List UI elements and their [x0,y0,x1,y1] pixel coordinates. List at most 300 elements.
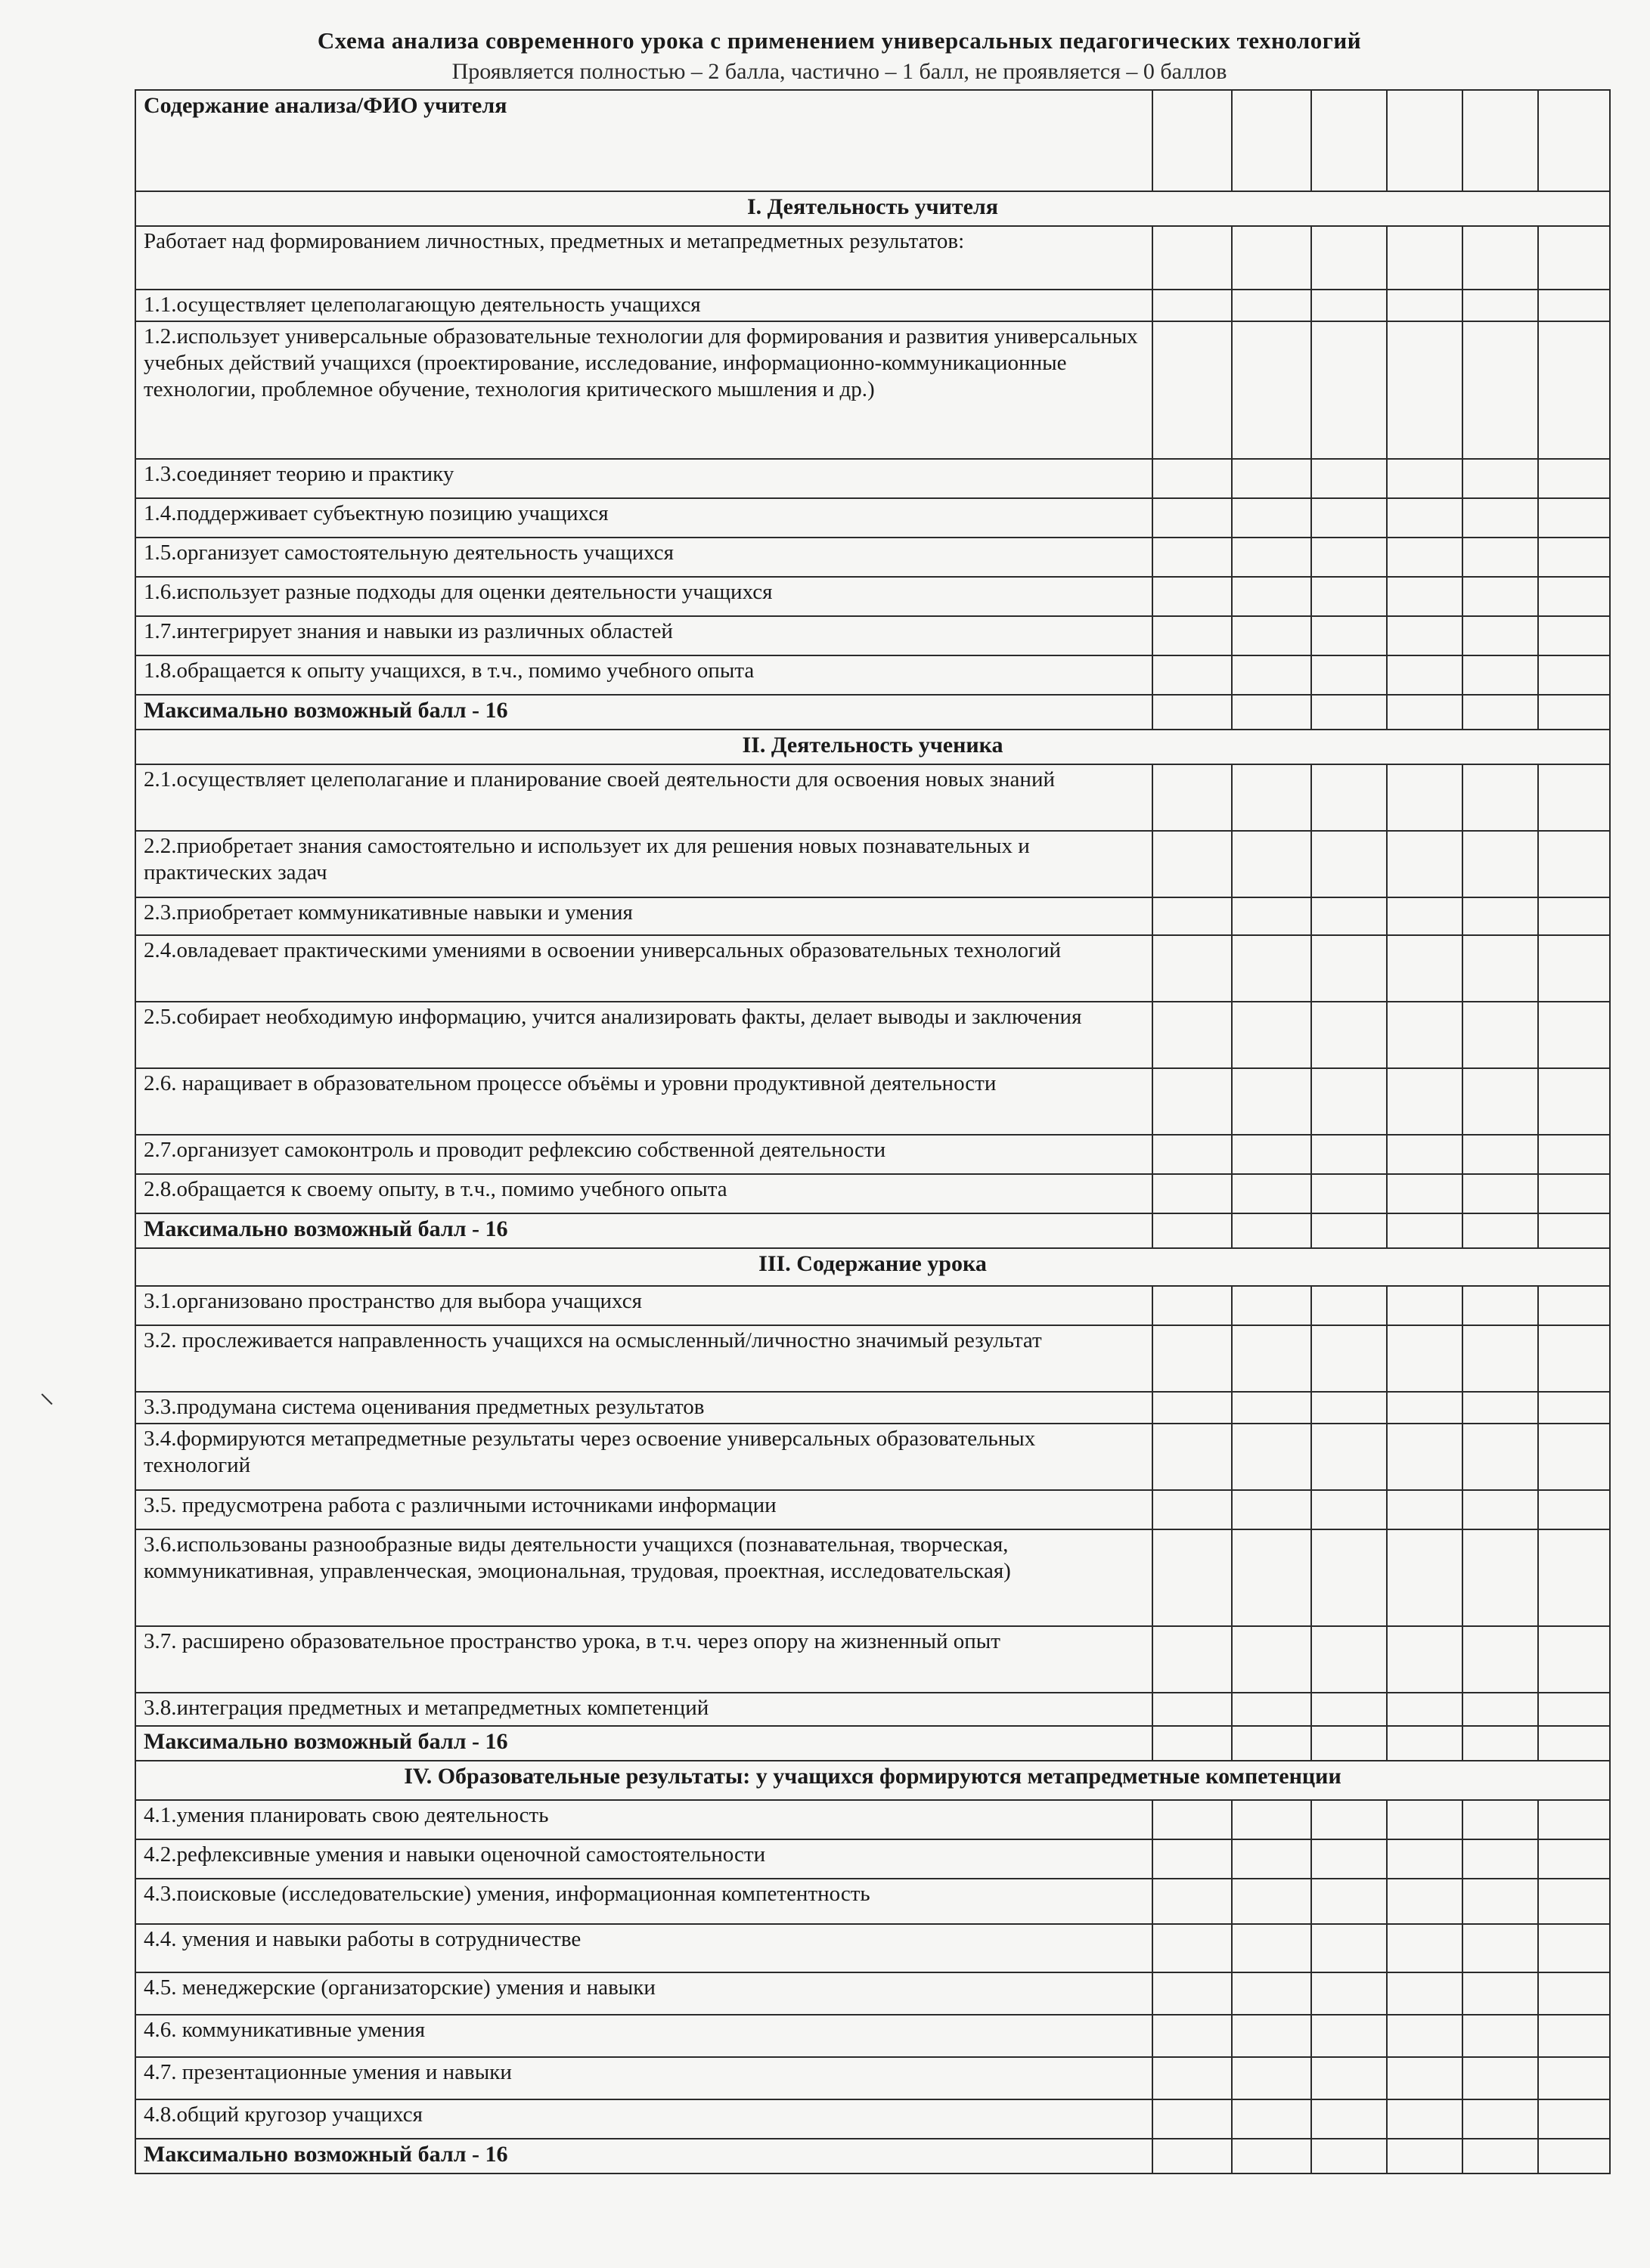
criterion-score-cell[interactable] [1232,1800,1311,1839]
criterion-score-cell[interactable] [1232,1135,1311,1174]
teacher-column[interactable] [1462,90,1538,191]
section-row [135,1761,1610,1800]
criterion-score-cell[interactable] [1387,321,1462,459]
criterion-score-cell[interactable] [1462,226,1538,290]
max-score-label: Максимально возможный балл - 16 [135,1726,1152,1761]
criterion-score-cell[interactable] [1232,1529,1311,1626]
criterion-row [135,1424,1610,1490]
criterion-score-cell[interactable] [1387,764,1462,831]
criterion-score-cell[interactable] [1232,897,1311,935]
teacher-column[interactable] [1311,90,1387,191]
criterion-score-cell[interactable] [1387,2057,1462,2099]
criterion-row [135,498,1610,538]
max-score-row [135,1213,1610,1248]
criterion-score-cell[interactable] [1462,1839,1538,1879]
criterion-text: 3.6.использованы разнообразные виды деятельности учащихся (познавательная, творческая, коммуникативная, управленческая, эмоциональная, трудовая, проектная, исследовательская) [135,1529,1152,1626]
criterion-score-cell[interactable] [1538,1002,1610,1068]
criterion-text: 1.7.интегрирует знания и навыки из различных областей [135,616,1152,655]
criterion-score-cell[interactable] [1232,764,1311,831]
criterion-score-cell[interactable] [1387,1135,1462,1174]
max-score-cell[interactable] [1387,1726,1462,1761]
criterion-score-cell[interactable] [1538,1529,1610,1626]
criterion-score-cell[interactable] [1232,616,1311,655]
max-score-cell[interactable] [1232,2139,1311,2174]
criterion-score-cell[interactable] [1538,831,1610,897]
criterion-score-cell[interactable] [1538,1800,1610,1839]
criterion-score-cell[interactable] [1538,538,1610,577]
criterion-score-cell[interactable] [1462,1800,1538,1839]
criterion-score-cell[interactable] [1152,1839,1232,1879]
criterion-score-cell[interactable] [1311,1626,1387,1693]
criterion-score-cell[interactable] [1152,831,1232,897]
criterion-text: 1.6.использует разные подходы для оценки деятельности учащихся [135,577,1152,616]
criterion-text: 1.3.соединяет теорию и практику [135,459,1152,498]
criterion-text: 3.8.интеграция предметных и метапредметных компетенций [135,1693,1152,1726]
criterion-score-cell[interactable] [1387,1529,1462,1626]
criterion-score-cell[interactable] [1387,897,1462,935]
criterion-row [135,1800,1610,1839]
criterion-score-cell[interactable] [1311,321,1387,459]
criterion-score-cell[interactable] [1232,1002,1311,1068]
criterion-text: 2.8.обращается к своему опыту, в т.ч., помимо учебного опыта [135,1174,1152,1213]
max-score-cell[interactable] [1387,2139,1462,2174]
criterion-score-cell[interactable] [1152,1424,1232,1490]
criterion-score-cell[interactable] [1232,321,1311,459]
criterion-score-cell[interactable] [1152,764,1232,831]
max-score-cell[interactable] [1311,1726,1387,1761]
criterion-text: 1.4.поддерживает субъектную позицию учащихся [135,498,1152,538]
max-score-cell[interactable] [1311,2139,1387,2174]
criterion-row [135,2015,1610,2057]
analysis-table [135,89,1611,2174]
criterion-score-cell[interactable] [1232,1392,1311,1424]
criterion-row [135,1135,1610,1174]
criterion-score-cell[interactable] [1538,1174,1610,1213]
header-row [135,90,1610,191]
max-score-row [135,1726,1610,1761]
criterion-score-cell[interactable] [1232,1924,1311,1972]
criterion-score-cell[interactable] [1232,538,1311,577]
criterion-score-cell[interactable] [1387,2015,1462,2057]
max-score-cell[interactable] [1152,1213,1232,1248]
criterion-score-cell[interactable] [1232,226,1311,290]
criterion-score-cell[interactable] [1538,1972,1610,2015]
max-score-cell[interactable] [1152,2139,1232,2174]
criterion-score-cell[interactable] [1311,1286,1387,1325]
criterion-score-cell[interactable] [1387,935,1462,1002]
criterion-score-cell[interactable] [1152,1626,1232,1693]
criterion-text: 4.3.поисковые (исследовательские) умения, информационная компетентность [135,1879,1152,1924]
criterion-score-cell[interactable] [1152,1800,1232,1839]
criterion-score-cell[interactable] [1232,1972,1311,2015]
criterion-score-cell[interactable] [1152,226,1232,290]
criterion-score-cell[interactable] [1538,2057,1610,2099]
criterion-row [135,935,1610,1002]
teacher-column[interactable] [1232,90,1311,191]
criterion-row [135,226,1610,290]
criterion-score-cell[interactable] [1462,459,1538,498]
criterion-text: 3.4.формируются метапредметные результаты через освоение универсальных образовательных технологий [135,1424,1152,1490]
criterion-score-cell[interactable] [1387,1424,1462,1490]
max-score-label: Максимально возможный балл - 16 [135,695,1152,730]
criterion-score-cell[interactable] [1462,1174,1538,1213]
criterion-score-cell[interactable] [1232,498,1311,538]
section-row [135,1248,1610,1286]
criterion-score-cell[interactable] [1538,1693,1610,1726]
criterion-text: 4.1.умения планировать свою деятельность [135,1800,1152,1839]
criterion-text: 1.5.организует самостоятельную деятельность учащихся [135,538,1152,577]
max-score-cell[interactable] [1538,695,1610,730]
criterion-score-cell[interactable] [1311,1002,1387,1068]
criterion-score-cell[interactable] [1387,1392,1462,1424]
criterion-score-cell[interactable] [1462,1286,1538,1325]
criterion-row [135,1286,1610,1325]
criterion-score-cell[interactable] [1311,1490,1387,1529]
max-score-cell[interactable] [1462,1726,1538,1761]
criterion-score-cell[interactable] [1311,655,1387,695]
criterion-score-cell[interactable] [1462,2099,1538,2139]
criterion-score-cell[interactable] [1462,498,1538,538]
criterion-score-cell[interactable] [1387,1490,1462,1529]
criterion-score-cell[interactable] [1462,1529,1538,1626]
criterion-score-cell[interactable] [1387,459,1462,498]
criterion-score-cell[interactable] [1538,1490,1610,1529]
criterion-score-cell[interactable] [1152,1924,1232,1972]
criterion-score-cell[interactable] [1462,1424,1538,1490]
criterion-score-cell[interactable] [1387,226,1462,290]
criterion-score-cell[interactable] [1538,897,1610,935]
criterion-text: 4.6. коммуникативные умения [135,2015,1152,2057]
criterion-row [135,577,1610,616]
criterion-score-cell[interactable] [1232,1325,1311,1392]
criterion-score-cell[interactable] [1538,935,1610,1002]
criterion-score-cell[interactable] [1311,2057,1387,2099]
criterion-score-cell[interactable] [1387,1002,1462,1068]
criterion-score-cell[interactable] [1538,290,1610,321]
criterion-text: 1.8.обращается к опыту учащихся, в т.ч., помимо учебного опыта [135,655,1152,695]
criterion-score-cell[interactable] [1152,2099,1232,2139]
teacher-column[interactable] [1538,90,1610,191]
criterion-score-cell[interactable] [1152,538,1232,577]
max-score-label: Максимально возможный балл - 16 [135,1213,1152,1248]
criterion-score-cell[interactable] [1232,1490,1311,1529]
section-row [135,191,1610,226]
criterion-score-cell[interactable] [1538,616,1610,655]
section-row [135,730,1610,764]
criterion-score-cell[interactable] [1311,577,1387,616]
criterion-row [135,538,1610,577]
criterion-score-cell[interactable] [1311,538,1387,577]
criterion-score-cell[interactable] [1311,1392,1387,1424]
criterion-score-cell[interactable] [1232,2015,1311,2057]
criterion-score-cell[interactable] [1311,831,1387,897]
criterion-text: 3.3.продумана система оценивания предметных результатов [135,1392,1152,1424]
criterion-score-cell[interactable] [1311,2015,1387,2057]
criterion-score-cell[interactable] [1387,1972,1462,2015]
criterion-score-cell[interactable] [1462,1626,1538,1693]
teacher-column[interactable] [1152,90,1232,191]
criterion-text: 2.6. наращивает в образовательном процессе объёмы и уровни продуктивной деятельности [135,1068,1152,1135]
criterion-score-cell[interactable] [1462,616,1538,655]
criterion-score-cell[interactable] [1232,290,1311,321]
criterion-score-cell[interactable] [1232,1286,1311,1325]
criterion-text: 2.1.осуществляет целеполагание и планирование своей деятельности для освоения новых знаний [135,764,1152,831]
criterion-score-cell[interactable] [1387,290,1462,321]
header-label: Содержание анализа/ФИО учителя [135,90,1152,191]
criterion-score-cell[interactable] [1387,1626,1462,1693]
criterion-score-cell[interactable] [1462,1972,1538,2015]
criterion-score-cell[interactable] [1311,1174,1387,1213]
criterion-row [135,1392,1610,1424]
section-title: II. Деятельность ученика [135,730,1610,764]
criterion-score-cell[interactable] [1462,1068,1538,1135]
criterion-score-cell[interactable] [1311,1068,1387,1135]
criterion-score-cell[interactable] [1152,1174,1232,1213]
criterion-score-cell[interactable] [1462,1325,1538,1392]
criterion-score-cell[interactable] [1462,538,1538,577]
criterion-text: 2.4.овладевает практическими умениями в освоении универсальных образовательных технологий [135,935,1152,1002]
criterion-score-cell[interactable] [1232,1068,1311,1135]
criterion-score-cell[interactable] [1387,616,1462,655]
criterion-score-cell[interactable] [1152,616,1232,655]
criterion-score-cell[interactable] [1311,1424,1387,1490]
criterion-row [135,1490,1610,1529]
max-score-cell[interactable] [1387,1213,1462,1248]
criterion-score-cell[interactable] [1232,1693,1311,1726]
criterion-score-cell[interactable] [1387,1924,1462,1972]
criterion-score-cell[interactable] [1152,1392,1232,1424]
criterion-text: 4.7. презентационные умения и навыки [135,2057,1152,2099]
criterion-score-cell[interactable] [1462,2015,1538,2057]
criterion-score-cell[interactable] [1387,1693,1462,1726]
max-score-cell[interactable] [1538,2139,1610,2174]
criterion-score-cell[interactable] [1232,1424,1311,1490]
criterion-score-cell[interactable] [1311,459,1387,498]
criterion-score-cell[interactable] [1232,1626,1311,1693]
teacher-column[interactable] [1387,90,1462,191]
criterion-score-cell[interactable] [1311,1800,1387,1839]
max-score-cell[interactable] [1152,695,1232,730]
criterion-score-cell[interactable] [1538,1626,1610,1693]
criterion-score-cell[interactable] [1538,1879,1610,1924]
criterion-score-cell[interactable] [1462,2057,1538,2099]
criterion-score-cell[interactable] [1387,538,1462,577]
max-score-row [135,2139,1610,2174]
criterion-score-cell[interactable] [1538,321,1610,459]
criterion-score-cell[interactable] [1462,831,1538,897]
criterion-score-cell[interactable] [1311,764,1387,831]
criterion-score-cell[interactable] [1538,1424,1610,1490]
criterion-score-cell[interactable] [1232,1879,1311,1924]
criterion-score-cell[interactable] [1387,1879,1462,1924]
criterion-score-cell[interactable] [1538,1286,1610,1325]
criterion-score-cell[interactable] [1311,2099,1387,2139]
criterion-score-cell[interactable] [1232,2099,1311,2139]
criterion-score-cell[interactable] [1462,577,1538,616]
criterion-score-cell[interactable] [1387,498,1462,538]
criterion-score-cell[interactable] [1152,1135,1232,1174]
criterion-score-cell[interactable] [1462,1693,1538,1726]
criterion-score-cell[interactable] [1311,1135,1387,1174]
max-score-cell[interactable] [1462,695,1538,730]
criterion-score-cell[interactable] [1152,935,1232,1002]
criterion-row [135,290,1610,321]
criterion-row [135,1325,1610,1392]
criterion-score-cell[interactable] [1311,1972,1387,2015]
criterion-text: 1.1.осуществляет целеполагающую деятельность учащихся [135,290,1152,321]
section-title: I. Деятельность учителя [135,191,1610,226]
criterion-score-cell[interactable] [1538,1924,1610,1972]
max-score-cell[interactable] [1538,1726,1610,1761]
criterion-score-cell[interactable] [1462,1135,1538,1174]
criterion-score-cell[interactable] [1462,897,1538,935]
criterion-score-cell[interactable] [1311,1924,1387,1972]
criterion-score-cell[interactable] [1462,1879,1538,1924]
criterion-score-cell[interactable] [1232,577,1311,616]
criterion-score-cell[interactable] [1232,1174,1311,1213]
criterion-row [135,2099,1610,2139]
criterion-score-cell[interactable] [1232,1839,1311,1879]
criterion-text: 3.1.организовано пространство для выбора учащихся [135,1286,1152,1325]
criterion-row [135,655,1610,695]
criterion-score-cell[interactable] [1152,1325,1232,1392]
criterion-score-cell[interactable] [1152,1529,1232,1626]
max-score-row [135,695,1610,730]
criterion-score-cell[interactable] [1387,1839,1462,1879]
criterion-score-cell[interactable] [1538,1068,1610,1135]
criterion-score-cell[interactable] [1311,498,1387,538]
criterion-score-cell[interactable] [1387,831,1462,897]
criterion-score-cell[interactable] [1152,1972,1232,2015]
max-score-cell[interactable] [1152,1726,1232,1761]
max-score-cell[interactable] [1538,1213,1610,1248]
criterion-score-cell[interactable] [1232,459,1311,498]
section-title: IV. Образовательные результаты: у учащихся формируются метапредметные компетенции [135,1761,1610,1800]
criterion-score-cell[interactable] [1538,1325,1610,1392]
max-score-cell[interactable] [1311,695,1387,730]
criterion-score-cell[interactable] [1387,1286,1462,1325]
criterion-row [135,1924,1610,1972]
section-title: III. Содержание урока [135,1248,1610,1286]
criterion-score-cell[interactable] [1462,655,1538,695]
criterion-row [135,1174,1610,1213]
criterion-score-cell[interactable] [1152,498,1232,538]
criterion-score-cell[interactable] [1152,1490,1232,1529]
criterion-row [135,1972,1610,2015]
criterion-score-cell[interactable] [1311,616,1387,655]
criterion-score-cell[interactable] [1232,655,1311,695]
criterion-score-cell[interactable] [1462,1924,1538,1972]
criterion-score-cell[interactable] [1152,1286,1232,1325]
criterion-score-cell[interactable] [1311,897,1387,935]
criterion-score-cell[interactable] [1232,2057,1311,2099]
criterion-score-cell[interactable] [1311,1693,1387,1726]
criterion-score-cell[interactable] [1311,1879,1387,1924]
criterion-score-cell[interactable] [1387,1325,1462,1392]
criterion-score-cell[interactable] [1152,1879,1232,1924]
criterion-score-cell[interactable] [1311,1325,1387,1392]
criterion-row [135,2057,1610,2099]
criterion-score-cell[interactable] [1152,897,1232,935]
criterion-score-cell[interactable] [1387,1800,1462,1839]
max-score-label: Максимально возможный балл - 16 [135,2139,1152,2174]
max-score-cell[interactable] [1462,1213,1538,1248]
criterion-score-cell[interactable] [1387,1174,1462,1213]
criterion-text: 4.8.общий кругозор учащихся [135,2099,1152,2139]
criterion-score-cell[interactable] [1462,1392,1538,1424]
criterion-score-cell[interactable] [1311,935,1387,1002]
criterion-text: 3.7. расширено образовательное пространство урока, в т.ч. через опору на жизненный опыт [135,1626,1152,1693]
criterion-score-cell[interactable] [1311,1529,1387,1626]
criterion-text: 2.3.приобретает коммуникативные навыки и умения [135,897,1152,935]
criterion-score-cell[interactable] [1462,321,1538,459]
criterion-row [135,1693,1610,1726]
criterion-score-cell[interactable] [1462,764,1538,831]
criterion-score-cell[interactable] [1462,1490,1538,1529]
criterion-score-cell[interactable] [1538,1839,1610,1879]
criterion-score-cell[interactable] [1387,1068,1462,1135]
criterion-row [135,459,1610,498]
criterion-row [135,1879,1610,1924]
document-subtitle: Проявляется полностью – 2 балла, частично – 1 балл, не проявляется – 0 баллов [451,59,1227,84]
criterion-score-cell[interactable] [1152,290,1232,321]
max-score-cell[interactable] [1232,1726,1311,1761]
criterion-score-cell[interactable] [1152,655,1232,695]
max-score-cell[interactable] [1387,695,1462,730]
criterion-score-cell[interactable] [1232,935,1311,1002]
criterion-score-cell[interactable] [1152,577,1232,616]
criterion-score-cell[interactable] [1152,459,1232,498]
criterion-text: 3.2. прослеживается направленность учащихся на осмысленный/личностно значимый результат [135,1325,1152,1392]
max-score-cell[interactable] [1311,1213,1387,1248]
max-score-cell[interactable] [1462,2139,1538,2174]
criterion-score-cell[interactable] [1538,226,1610,290]
criterion-row [135,1839,1610,1879]
criterion-score-cell[interactable] [1538,764,1610,831]
max-score-cell[interactable] [1232,695,1311,730]
criterion-score-cell[interactable] [1462,935,1538,1002]
criterion-score-cell[interactable] [1538,655,1610,695]
criterion-score-cell[interactable] [1387,577,1462,616]
criterion-score-cell[interactable] [1232,831,1311,897]
criterion-score-cell[interactable] [1387,2099,1462,2139]
criterion-score-cell[interactable] [1311,1839,1387,1879]
max-score-cell[interactable] [1232,1213,1311,1248]
criterion-score-cell[interactable] [1152,1002,1232,1068]
criterion-score-cell[interactable] [1152,321,1232,459]
criterion-text: 4.5. менеджерские (организаторские) умения и навыки [135,1972,1152,2015]
criterion-text: 4.2.рефлексивные умения и навыки оценочной самостоятельности [135,1839,1152,1879]
criterion-score-cell[interactable] [1311,226,1387,290]
criterion-score-cell[interactable] [1538,498,1610,538]
criterion-score-cell[interactable] [1538,2099,1610,2139]
criterion-text: Работает над формированием личностных, предметных и метапредметных результатов: [135,226,1152,290]
criterion-score-cell[interactable] [1152,2015,1232,2057]
criterion-row [135,1068,1610,1135]
criterion-score-cell[interactable] [1538,1135,1610,1174]
criterion-score-cell[interactable] [1311,290,1387,321]
criterion-score-cell[interactable] [1538,577,1610,616]
criterion-score-cell[interactable] [1462,1002,1538,1068]
criterion-score-cell[interactable] [1538,459,1610,498]
criterion-score-cell[interactable] [1152,1068,1232,1135]
criterion-score-cell[interactable] [1152,1693,1232,1726]
criterion-score-cell[interactable] [1538,1392,1610,1424]
criterion-score-cell[interactable] [1387,655,1462,695]
criterion-score-cell[interactable] [1462,290,1538,321]
criterion-score-cell[interactable] [1538,2015,1610,2057]
criterion-score-cell[interactable] [1152,2057,1232,2099]
